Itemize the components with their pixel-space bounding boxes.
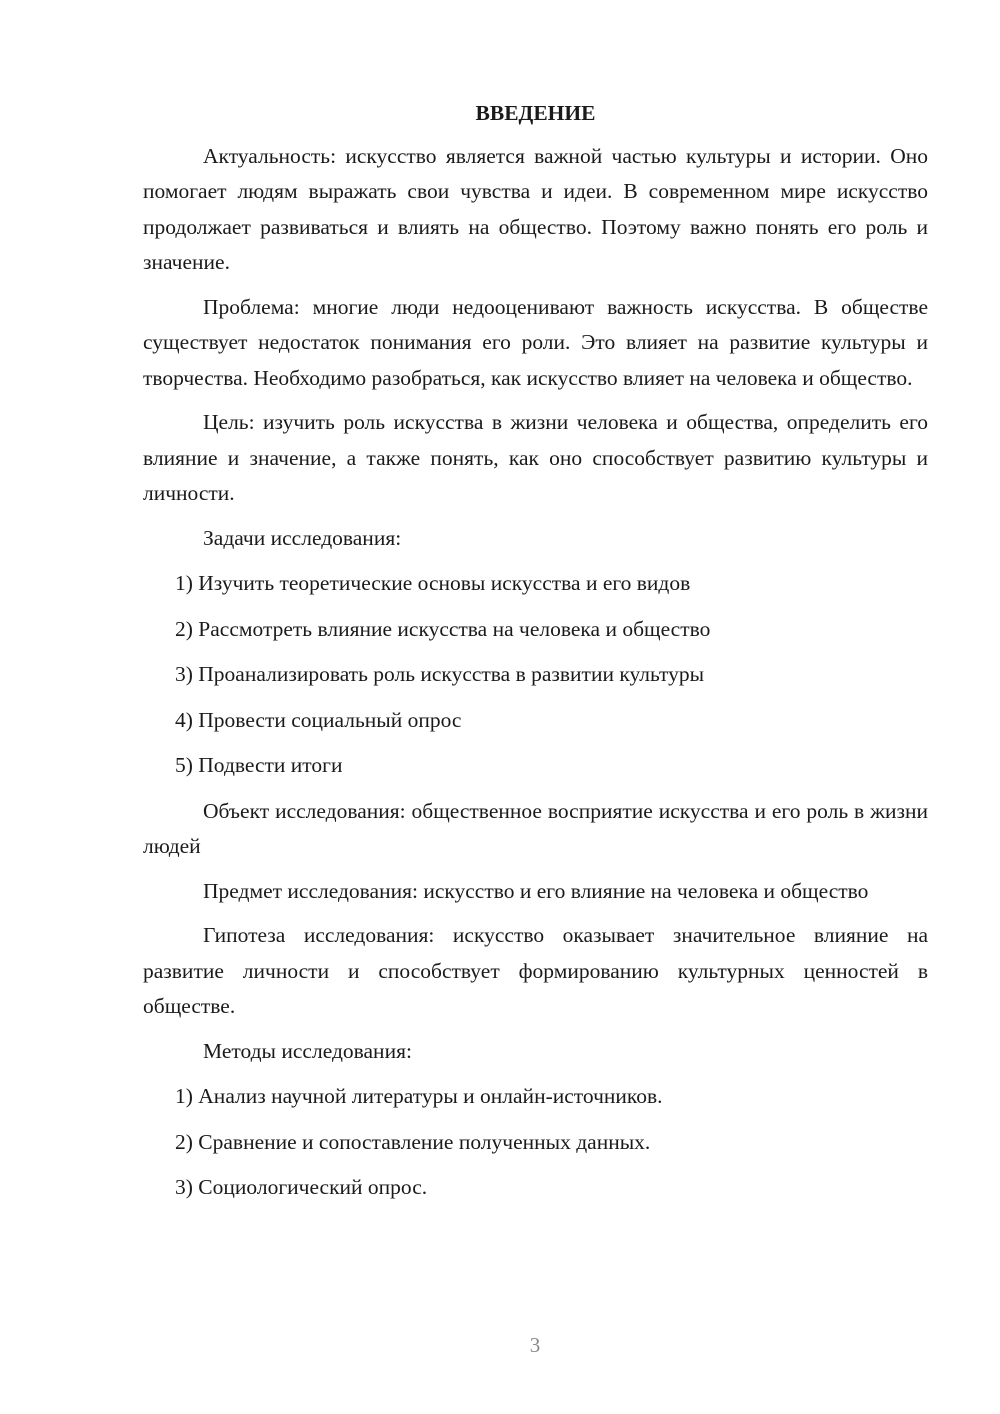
method-item-3: 3) Социологический опрос.	[175, 1175, 428, 1199]
tasks-label: Задачи исследования:	[203, 525, 402, 550]
goal-paragraph: Цель: изучить роль искусства в жизни человека и общества, определить его влияние и значение, а также понять, как оно способствует развитию культуры и личности.	[143, 410, 928, 505]
task-item-4: 4) Провести социальный опрос	[175, 707, 462, 732]
task-item-5: 5) Подвести итоги	[175, 753, 343, 777]
document-page	[143, 96, 928, 1216]
object-paragraph: Объект исследования: общественное восприятие искусства и его роль в жизни людей	[143, 798, 928, 858]
task-item-1: 1) Изучить теоретические основы искусства и его видов	[175, 571, 691, 595]
method-item-1: 1) Анализ научной литературы и онлайн-источников.	[175, 1084, 663, 1108]
method-item-2: 2) Сравнение и сопоставление полученных данных.	[175, 1129, 651, 1154]
task-item-3: 3) Проанализировать роль искусства в развитии культуры	[175, 662, 705, 686]
methods-list	[143, 1079, 928, 1206]
page-title: ВВЕДЕНИЕ	[475, 101, 596, 125]
task-item-2: 2) Рассмотреть влияние искусства на человека и общество	[175, 616, 711, 641]
methods-label: Методы исследования:	[203, 1038, 412, 1063]
hypothesis-paragraph: Гипотеза исследования: искусство оказывает значительное влияние на развитие личности и способствует формированию культурных ценностей в обществе.	[143, 923, 928, 1018]
tasks-list	[143, 566, 928, 784]
relevance-paragraph: Актуальность: искусство является важной частью культуры и истории. Оно помогает людям выражать свои чувства и идеи. В современном мире искусство продолжает развиваться и влиять на общество. Поэтому важно понять его роль и значение.	[143, 143, 928, 274]
problem-paragraph: Проблема: многие люди недооценивают важность искусства. В обществе существует недостаток понимания его роли. Это влияет на развитие культуры и творчества. Необходимо разобраться, как искусство влияет на человека и общество.	[143, 294, 928, 390]
page-number: 3	[529, 1333, 541, 1357]
subject-paragraph: Предмет исследования: искусство и его влияние на человека и общество	[203, 878, 869, 903]
